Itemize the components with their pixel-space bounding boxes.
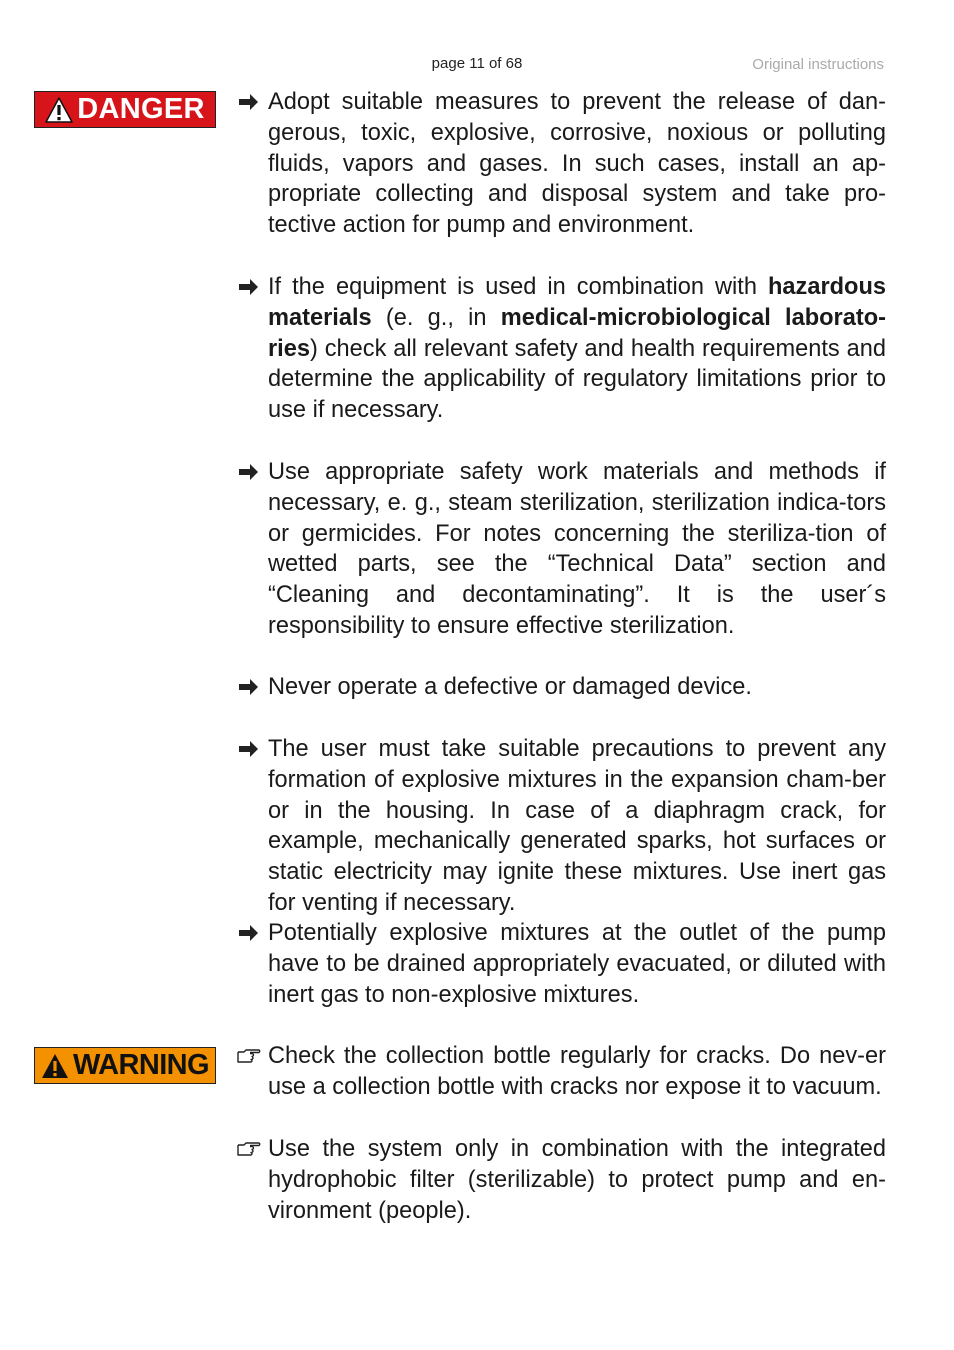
warning-item-text: Check the collection bottle regularly for cracks. Do nev-er use a collection bottle with cracks nor expose it to vacuum. bbox=[268, 1043, 886, 1100]
page-number: page 11 of 68 bbox=[431, 55, 523, 72]
arrow-right-icon bbox=[234, 87, 264, 117]
danger-list-item bbox=[234, 457, 886, 642]
danger-list-item bbox=[234, 918, 886, 1010]
danger-item-text: If the equipment is used in combination with hazardous materials (e. g., in medical-microbiological laborato-ries) check all relevant safety and health requirements and determine the applicability of regulatory limitations prior to use if necessary. bbox=[268, 274, 886, 424]
arrow-right-icon bbox=[234, 457, 264, 487]
warning-label bbox=[34, 1047, 216, 1084]
danger-label-text: DANGER bbox=[77, 93, 205, 125]
arrow-right-icon bbox=[234, 272, 264, 302]
danger-item-text: The user must take suitable precautions to prevent any formation of explosive mixtures in the expansion cham-ber or in the housing. In case of a diaphragm crack, for example, mechanically generated sparks, hot surfaces or static electricity may ignite these mixtures. Use inert gas for venting if necessary. bbox=[268, 736, 886, 916]
danger-item-text: Never operate a defective or damaged device. bbox=[268, 674, 752, 700]
warning-item-text: Use the system only in combination with the integrated hydrophobic filter (sterilizable) to protect pump and en-vironment (people). bbox=[268, 1136, 886, 1224]
warning-label-text: WARNING bbox=[73, 1049, 209, 1081]
arrow-right-icon bbox=[234, 672, 264, 702]
pointing-hand-icon bbox=[234, 1134, 264, 1164]
document-type: Original instructions bbox=[752, 56, 884, 73]
exclamation-triangle-icon bbox=[45, 97, 73, 123]
danger-label bbox=[34, 91, 216, 128]
danger-item-text: Adopt suitable measures to prevent the release of dan-gerous, toxic, explosive, corrosive, noxious or polluting fluids, vapors and gases. In such cases, install an ap-propriate collecting and disposal system and take pro-tective action for pump and environment. bbox=[268, 89, 886, 239]
warning-list-item bbox=[234, 1041, 886, 1103]
emphasis-hazardous-materials: hazardous materials bbox=[268, 274, 886, 331]
danger-list-item bbox=[234, 87, 886, 241]
emphasis-medical-laboratories: medical-microbiological laborato-ries bbox=[268, 304, 886, 362]
danger-list-item bbox=[234, 672, 886, 703]
warning-list-item bbox=[234, 1134, 886, 1226]
danger-item-text: Potentially explosive mixtures at the outlet of the pump have to be drained appropriately evacuated, or diluted with inert gas to non-explosive mixtures. bbox=[268, 920, 886, 1008]
exclamation-triangle-icon bbox=[41, 1053, 69, 1079]
danger-item-text: Use appropriate safety work materials and methods if necessary, e. g., steam sterilization, sterilization indica-tors or germicides. For notes concerning the steriliza-tion of wetted parts, see the “Technical Data” section and “Cleaning and decontaminating”. It is the user´s responsibility to ensure effective sterilization. bbox=[268, 459, 886, 639]
arrow-right-icon bbox=[234, 734, 264, 764]
danger-list-item bbox=[234, 734, 886, 919]
arrow-right-icon bbox=[234, 918, 264, 948]
danger-list-item bbox=[234, 272, 886, 426]
pointing-hand-icon bbox=[234, 1041, 264, 1071]
